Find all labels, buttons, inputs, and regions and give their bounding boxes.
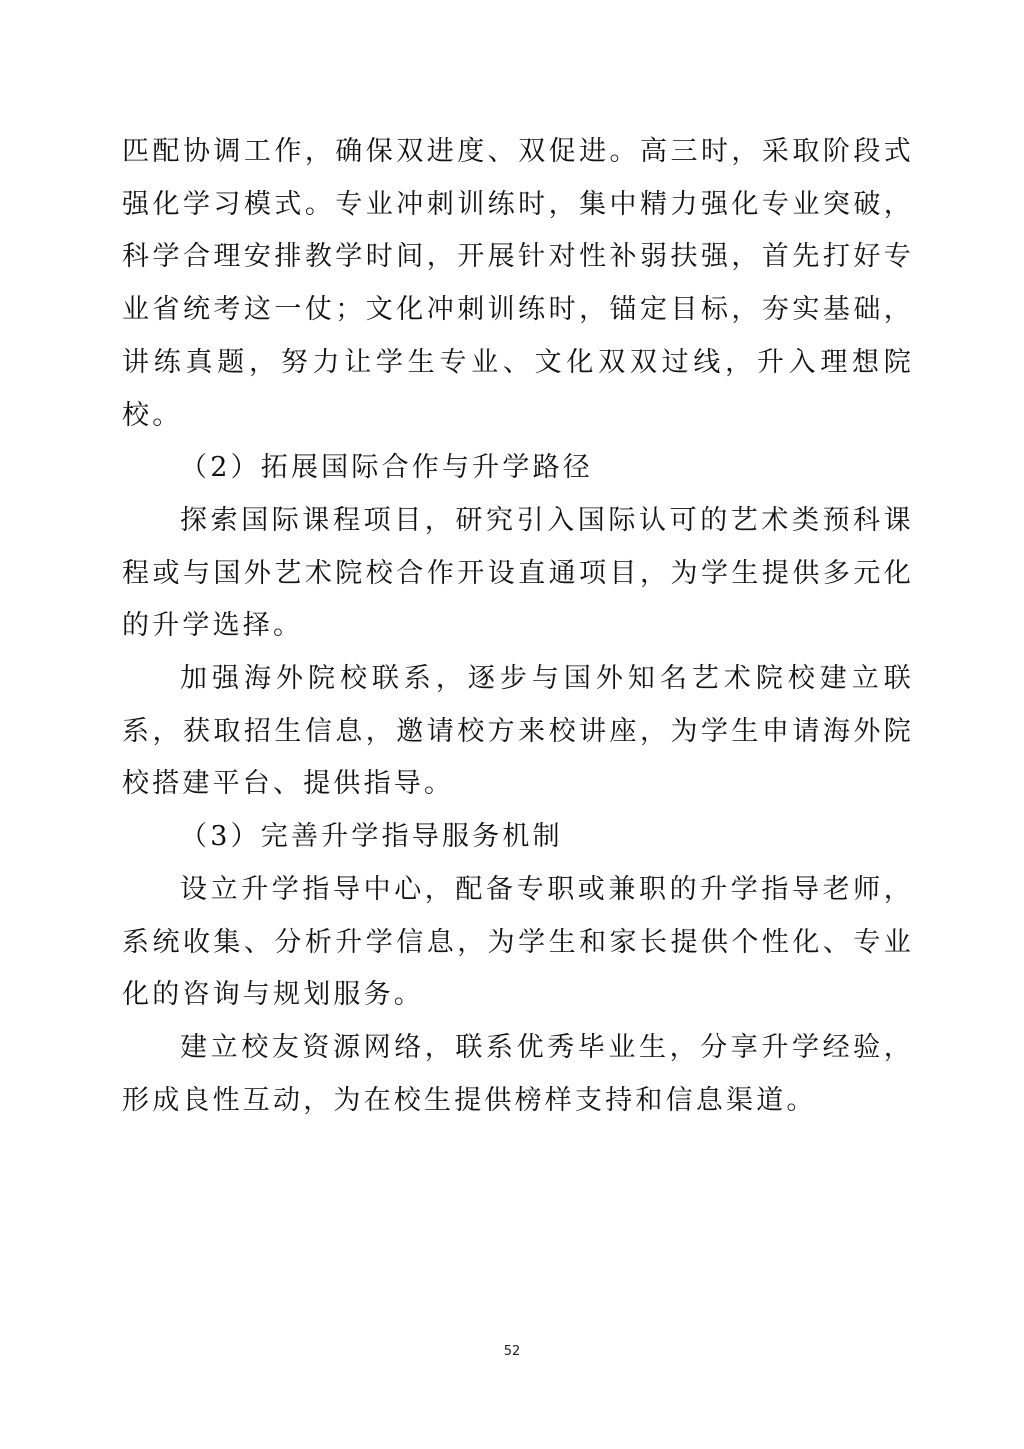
paragraph-continuation: 匹配协调工作，确保双进度、双促进。高三时，采取阶段式强化学习模式。专业冲刺训练时，集中精力强化专业突破，科学合理安排教学时间，开展针对性补弱扶强，首先打好专业省统考这一仗；文化冲刺训练时，锚定目标，夯实基础，讲练真题，努力让学生专业、文化双双过线，升入理想院校。 [122,136,914,431]
section-heading-3: （3）完善升学指导服务机制 [180,821,563,853]
paragraph-overseas-contacts: 加强海外院校联系，逐步与国外知名艺术院校建立联系，获取招生信息，邀请校方来校讲座，为学生申请海外院校搭建平台、提供指导。 [122,663,914,800]
page-number: 52 [503,1344,521,1359]
page-body [122,126,914,1127]
section-heading-2: （2）拓展国际合作与升学路径 [180,452,593,484]
paragraph-alumni-network: 建立校友资源网络，联系优秀毕业生，分享升学经验，形成良性互动，为在校生提供榜样支持和信息渠道。 [122,1031,914,1116]
paragraph-guidance-center: 设立升学指导中心，配备专职或兼职的升学指导老师，系统收集、分析升学信息，为学生和家长提供个性化、专业化的咨询与规划服务。 [122,873,914,1011]
paragraph-international-courses: 探索国际课程项目，研究引入国际认可的艺术类预科课程或与国外艺术院校合作开设直通项目，为学生提供多元化的升学选择。 [122,504,914,642]
